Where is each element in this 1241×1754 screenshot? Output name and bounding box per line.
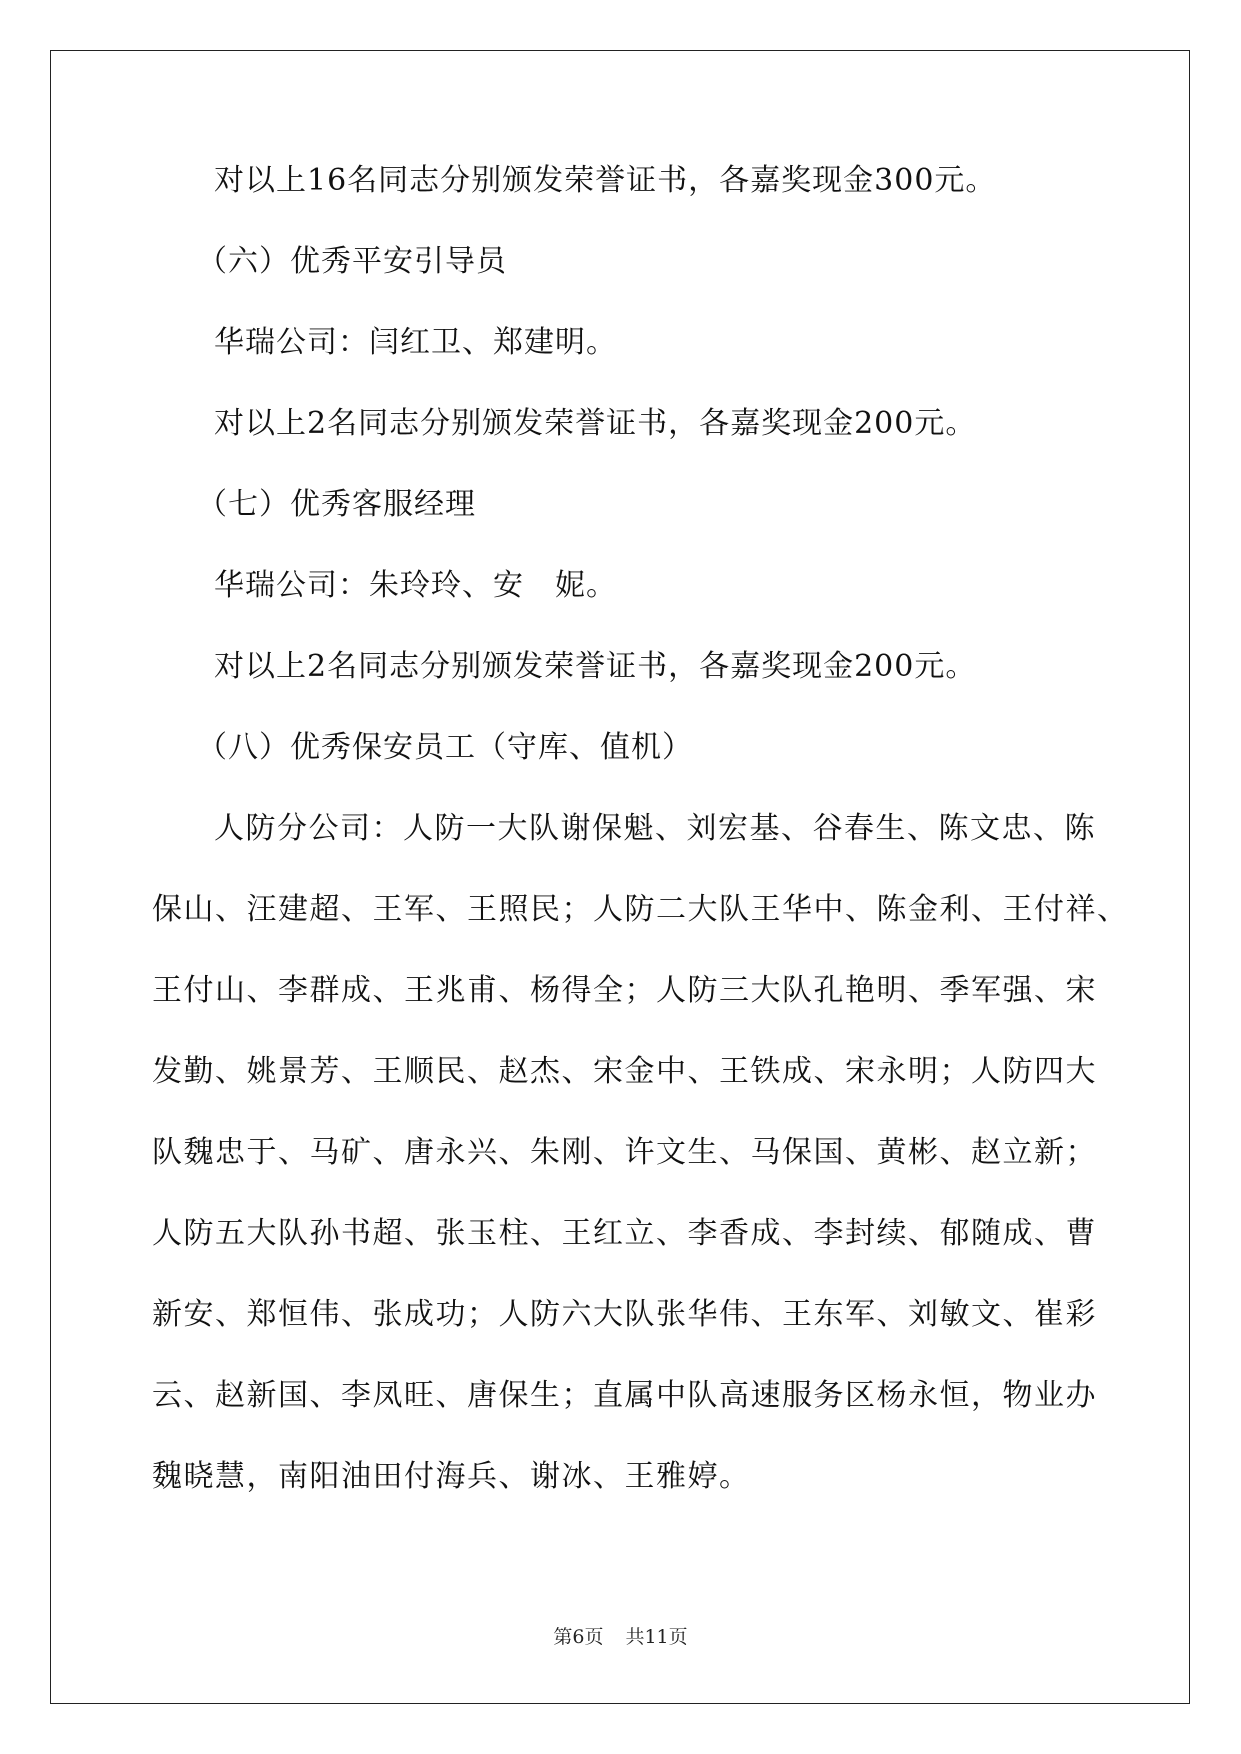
page-footer <box>0 1622 1241 1649</box>
renfang-line: 发勤、姚景芳、王顺民、赵杰、宋金中、王铁成、宋永明；人防四大 <box>152 1054 1097 1089</box>
renfang-line: 云、赵新国、李凤旺、唐保生；直属中队高速服务区杨永恒，物业办 <box>152 1378 1097 1413</box>
document-body <box>152 140 1129 1517</box>
renfang-line: 队魏忠于、马矿、唐永兴、朱刚、许文生、马保国、黄彬、赵立新； <box>152 1135 1097 1170</box>
award-paragraph-2a: 对以上2名同志分别颁发荣誉证书，各嘉奖现金200元。 <box>214 406 977 441</box>
current-page-number: 第6页 <box>553 1626 604 1648</box>
renfang-line: 人防分公司：人防一大队谢保魁、刘宏基、谷春生、陈文忠、陈 <box>214 811 1096 846</box>
renfang-line: 魏晓慧，南阳油田付海兵、谢冰、王雅婷。 <box>152 1459 751 1494</box>
award-paragraph-2b: 对以上2名同志分别颁发荣誉证书，各嘉奖现金200元。 <box>214 649 977 684</box>
renfang-line: 新安、郑恒伟、张成功；人防六大队张华伟、王东军、刘敏文、崔彩 <box>152 1297 1097 1332</box>
total-page-count: 共11页 <box>625 1626 688 1648</box>
huarui-service-paragraph: 华瑞公司：朱玲玲、安 妮。 <box>214 568 617 603</box>
renfang-line: 人防五大队孙书超、张玉柱、王红立、李香成、李封续、郁随成、曹 <box>152 1216 1097 1251</box>
renfang-line: 王付山、李群成、王兆甫、杨得全；人防三大队孔艳明、季军强、宋 <box>152 973 1097 1008</box>
section-heading-6: （六）优秀平安引导员 <box>197 244 507 279</box>
renfang-line: 保山、汪建超、王军、王照民；人防二大队王华中、陈金利、王付祥、 <box>152 892 1129 927</box>
award-paragraph-16: 对以上16名同志分别颁发荣誉证书，各嘉奖现金300元。 <box>214 163 997 198</box>
huarui-guides-paragraph: 华瑞公司：闫红卫、郑建明。 <box>214 325 617 360</box>
renfang-paragraph <box>152 788 1129 1517</box>
section-heading-8: （八）优秀保安员工（守库、值机） <box>197 730 693 765</box>
section-heading-7: （七）优秀客服经理 <box>197 487 476 522</box>
